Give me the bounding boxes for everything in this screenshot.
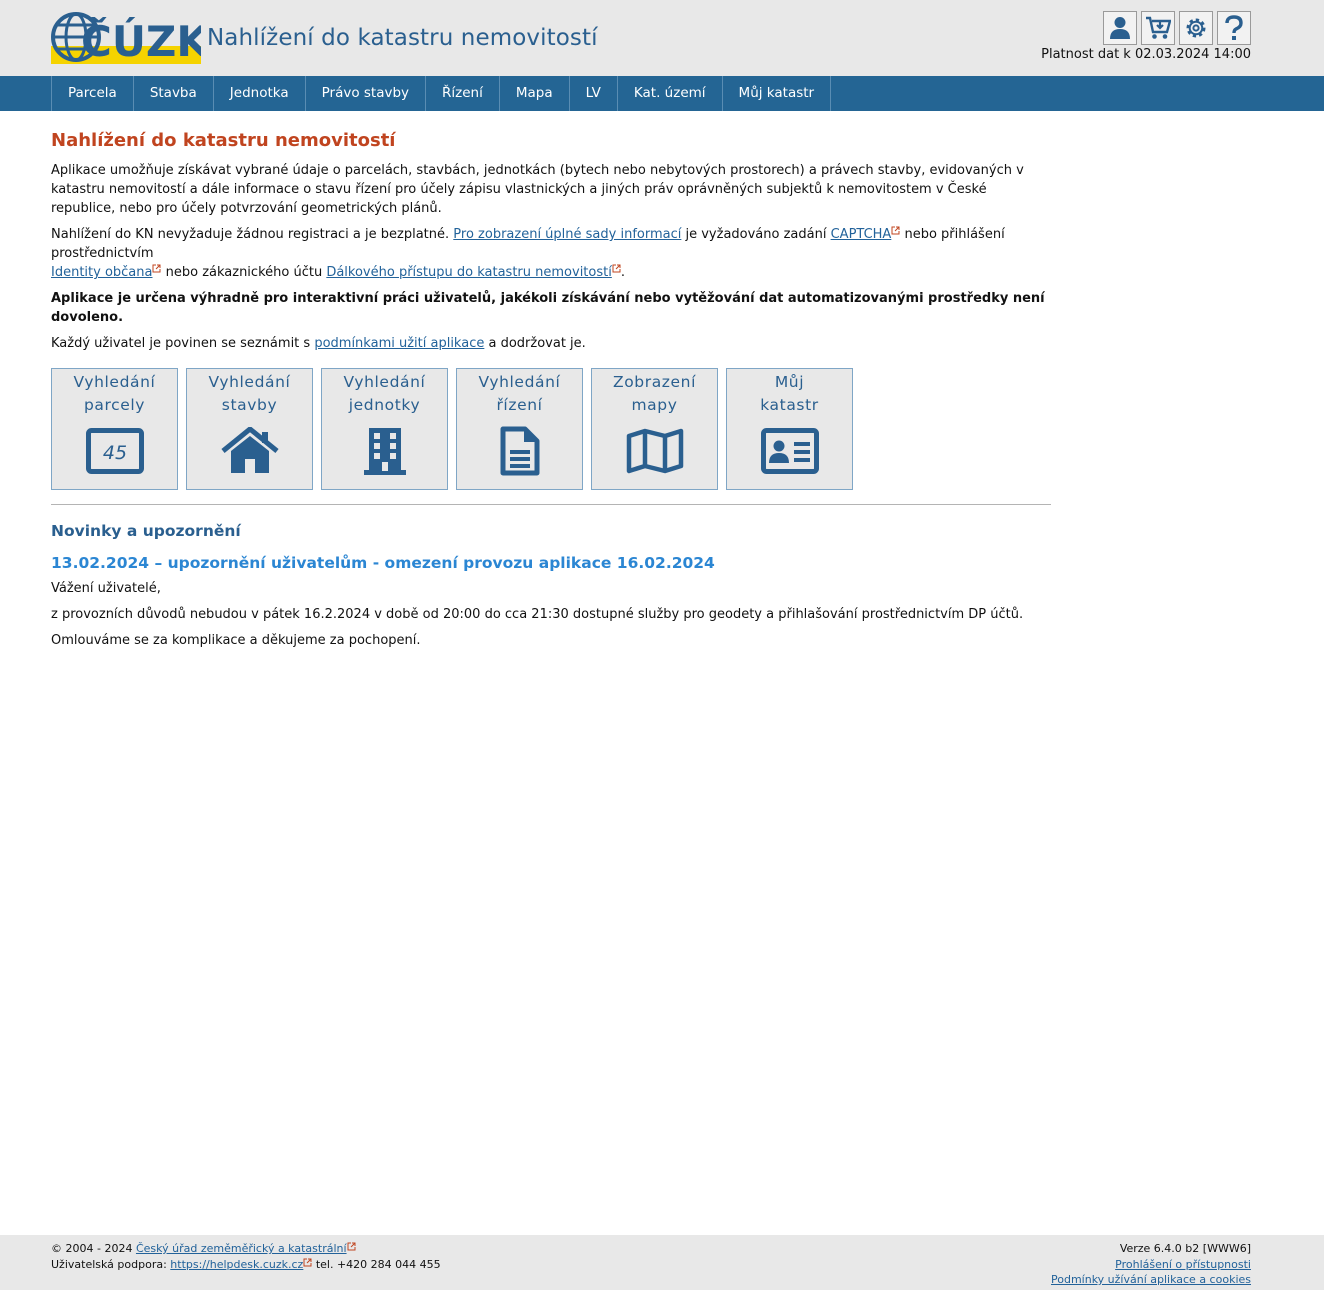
- toolbar: [1103, 11, 1251, 45]
- tile-search-parcel[interactable]: [51, 368, 178, 490]
- tile-show-map[interactable]: [591, 368, 718, 490]
- tile-label: Vyhledání parcely: [73, 373, 156, 414]
- usage-warning: Aplikace je určena výhradně pro interaktivní práci uživatelů, jakékoli získávání nebo vytěžování dat automatizovanými prostředky není dovoleno.: [51, 291, 1045, 325]
- terms-link[interactable]: podmínkami užití aplikace: [314, 336, 485, 351]
- tile-label: Vyhledání řízení: [478, 373, 561, 414]
- identity-link[interactable]: Identity občana: [51, 265, 153, 280]
- tile-label: Vyhledání stavby: [208, 373, 291, 414]
- captcha-link[interactable]: CAPTCHA: [830, 227, 892, 242]
- svg-text:ČÚZK: ČÚZK: [81, 17, 201, 64]
- nav-lv[interactable]: LV: [569, 76, 617, 111]
- footer-left: [51, 1241, 441, 1273]
- app-title[interactable]: Nahlížení do katastru nemovitostí: [207, 25, 598, 51]
- registration-info: Nahlížení do KN nevyžaduje žádnou registraci a je bezplatné. Pro zobrazení úplné sady informací je vyžadováno zadání CAPTCHA nebo přihlášení prostřednictvím Identity občana nebo zákaznického účtu Dálkového přístupu do katastru nemovitostí .: [51, 227, 1005, 280]
- cart-icon: [1145, 16, 1171, 40]
- external-link-icon: [891, 226, 900, 235]
- main-content: [51, 111, 1051, 650]
- footer-copyright: © 2004 - 2024 Český úřad zeměměřický a katastrální: [51, 1241, 441, 1257]
- terms-cookies-link[interactable]: Podmínky užívání aplikace a cookies: [1051, 1273, 1251, 1286]
- nav-jednotka[interactable]: Jednotka: [213, 76, 305, 111]
- terms-notice: Každý uživatel je povinen se seznámit s podmínkami užití aplikace a dodržovat je.: [51, 336, 586, 351]
- news-title: 13.02.2024 – upozornění uživatelům - omezení provozu aplikace 16.02.2024: [51, 554, 715, 572]
- tile-search-proceeding[interactable]: [456, 368, 583, 490]
- full-info-link[interactable]: Pro zobrazení úplné sady informací: [453, 227, 682, 242]
- building-icon: [356, 425, 414, 477]
- news-heading: Novinky a upozornění: [51, 522, 241, 540]
- intro-text: Aplikace umožňuje získávat vybrané údaje o parcelách, stavbách, jednotkách (bytech nebo nebytových prostorech) a právech stavby, evidovaných v katastru nemovitostí a dále informace o stavu řízení pro účely zápisu vlastnických a jiných práv oprávněných subjektů k nemovitostem v České republice, nebo pro účely potvrzování geometrických plánů.: [51, 163, 1024, 216]
- document-icon: [491, 425, 549, 477]
- accessibility-link[interactable]: Prohlášení o přístupnosti: [1115, 1257, 1251, 1271]
- nav-muj-katastr[interactable]: Můj katastr: [722, 76, 832, 111]
- user-icon: [1109, 16, 1131, 40]
- external-link-icon: [347, 1242, 356, 1251]
- helpdesk-link[interactable]: https://helpdesk.cuzk.cz: [170, 1258, 304, 1271]
- tile-label: Vyhledání jednotky: [343, 373, 426, 414]
- parcel-number-icon: [86, 425, 144, 477]
- news-closing: Omlouváme se za komplikace a děkujeme za pochopení.: [51, 633, 421, 648]
- nav-mapa[interactable]: Mapa: [499, 76, 569, 111]
- remote-access-link[interactable]: Dálkového přístupu do katastru nemovitostí: [326, 265, 612, 280]
- tile-search-building[interactable]: [186, 368, 313, 490]
- quick-tiles: [51, 368, 1051, 490]
- gear-icon: [1184, 16, 1208, 40]
- footer-support: Uživatelská podpora: https://helpdesk.cuzk.cz tel. +420 284 044 455: [51, 1258, 441, 1271]
- tile-label: Můj katastr: [760, 373, 819, 414]
- map-icon: [626, 425, 684, 477]
- tile-my-cadastre[interactable]: [726, 368, 853, 490]
- version-label: Verze 6.4.0 b2 [WWW6]: [1119, 1242, 1251, 1255]
- external-link-icon: [303, 1258, 312, 1267]
- house-icon: [221, 425, 279, 477]
- nav-stavba[interactable]: Stavba: [133, 76, 213, 111]
- divider: [51, 504, 1051, 505]
- settings-button[interactable]: [1179, 11, 1213, 45]
- news-greeting: Vážení uživatelé,: [51, 581, 161, 596]
- help-button[interactable]: [1217, 11, 1251, 45]
- user-button[interactable]: [1103, 11, 1137, 45]
- svg-text:45: 45: [102, 442, 127, 464]
- org-link[interactable]: Český úřad zeměměřický a katastrální: [135, 1242, 347, 1255]
- page-title: Nahlížení do katastru nemovitostí: [51, 130, 396, 151]
- nav-rizeni[interactable]: Řízení: [425, 76, 499, 111]
- help-icon: [1224, 15, 1244, 41]
- tile-label: Zobrazení mapy: [612, 373, 696, 414]
- nav-pravo-stavby[interactable]: Právo stavby: [305, 76, 425, 111]
- cart-button[interactable]: [1141, 11, 1175, 45]
- external-link-icon: [612, 264, 621, 273]
- footer-right: [1051, 1241, 1251, 1288]
- tile-search-unit[interactable]: [321, 368, 448, 490]
- data-validity: Platnost dat k 02.03.2024 14:00: [1041, 47, 1251, 62]
- news-body: z provozních důvodů nebudou v pátek 16.2.2024 v době od 20:00 do cca 21:30 dostupné služby pro geodety a přihlašování prostřednictvím DP účtů.: [51, 607, 1024, 622]
- nav-kat-uzemi[interactable]: Kat. území: [617, 76, 722, 111]
- main-nav: [0, 76, 1324, 111]
- id-card-icon: [761, 425, 819, 477]
- cuzk-logo[interactable]: [51, 11, 201, 64]
- footer: [0, 1235, 1324, 1290]
- header: [0, 0, 1324, 76]
- nav-parcela[interactable]: Parcela: [51, 76, 133, 111]
